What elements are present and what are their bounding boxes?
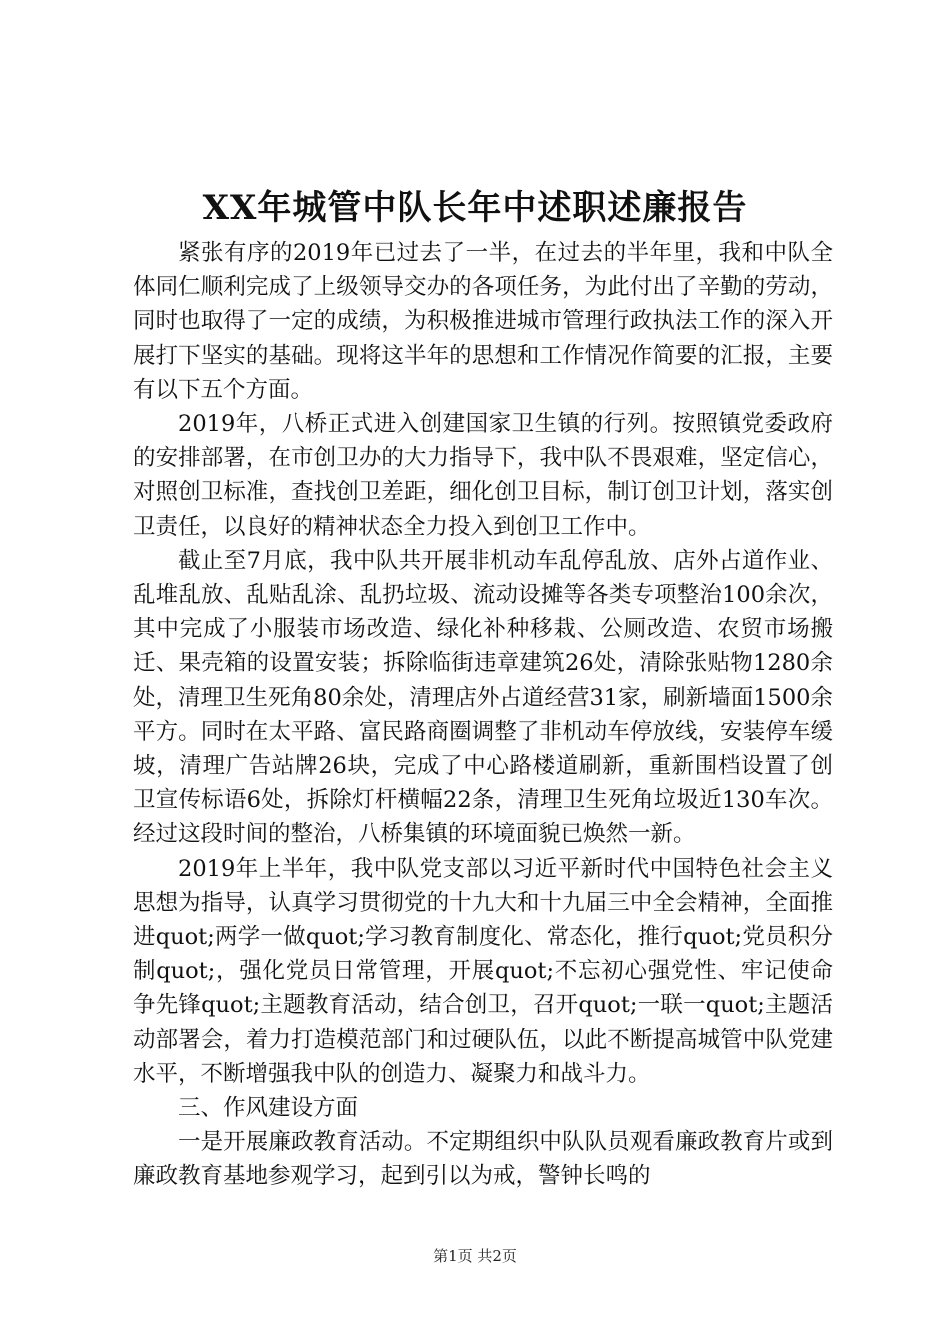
section-heading-style: 三、作风建设方面 (178, 1095, 359, 1122)
paragraph-intro: 紧张有序的2019年已过去了一半，在过去的半年里，我和中队全体同仁顺利完成了上级领导交办的各项任务，为此付出了辛勤的劳动，同时也取得了一定的成绩，为积极推进城市管理行政执法工作的深入开展打下坚实的基础。现将这半年的思想和工作情况作简要的汇报，主要有以下五个方面。 (133, 240, 833, 403)
page-number-footer: 第1页 共2页 (433, 1247, 517, 1265)
document-body (133, 236, 833, 1194)
paragraph-integrity-education: 一是开展廉政教育活动。不定期组织中队队员观看廉政教育片或到廉政教育基地参观学习，起到引以为戒，警钟长鸣的 (133, 1129, 833, 1190)
paragraph-party-building: 2019年上半年，我中队党支部以习近平新时代中国特色社会主义思想为指导，认真学习贯彻党的十九大和十九届三中全会精神，全面推进quot;两学一做quot;学习教育制度化、常态化，推行quot;党员积分制quot;，强化党员日常管理，开展quot;不忘初心强党性、牢记使命争先锋quot;主题教育活动，结合创卫，召开quot;一联一quot;主题活动部署会，着力打造模范部门和过硬队伍，以此不断提高城管中队党建水平，不断增强我中队的创造力、凝聚力和战斗力。 (133, 855, 833, 1087)
document-title: XX年城管中队长年中述职述廉报告 (202, 188, 748, 228)
paragraph-rectification: 截止至7月底，我中队共开展非机动车乱停乱放、店外占道作业、乱堆乱放、乱贴乱涂、乱扔垃圾、流动设摊等各类专项整治100余次，其中完成了小服装市场改造、绿化补种移栽、公厕改造、农贸市场搬迁、果壳箱的设置安装；拆除临街违章建筑26处，清除张贴物1280余处，清理卫生死角80余处，清理店外占道经营31家，刷新墙面1500余平方。同时在太平路、富民路商圈调整了非机动车停放线，安装停车缓坡，清理广告站牌26块，完成了中心路楼道刷新，重新围档设置了创卫宣传标语6处，拆除灯杆横幅22条，清理卫生死角垃圾近130车次。经过这段时间的整治，八桥集镇的环境面貌已焕然一新。 (133, 547, 833, 848)
paragraph-creation: 2019年，八桥正式进入创建国家卫生镇的行列。按照镇党委政府的安排部署，在市创卫办的大力指导下，我中队不畏艰难，坚定信心，对照创卫标准，查找创卫差距，细化创卫目标，制订创卫计划，落实创卫责任，以良好的精神状态全力投入到创卫工作中。 (133, 411, 833, 540)
